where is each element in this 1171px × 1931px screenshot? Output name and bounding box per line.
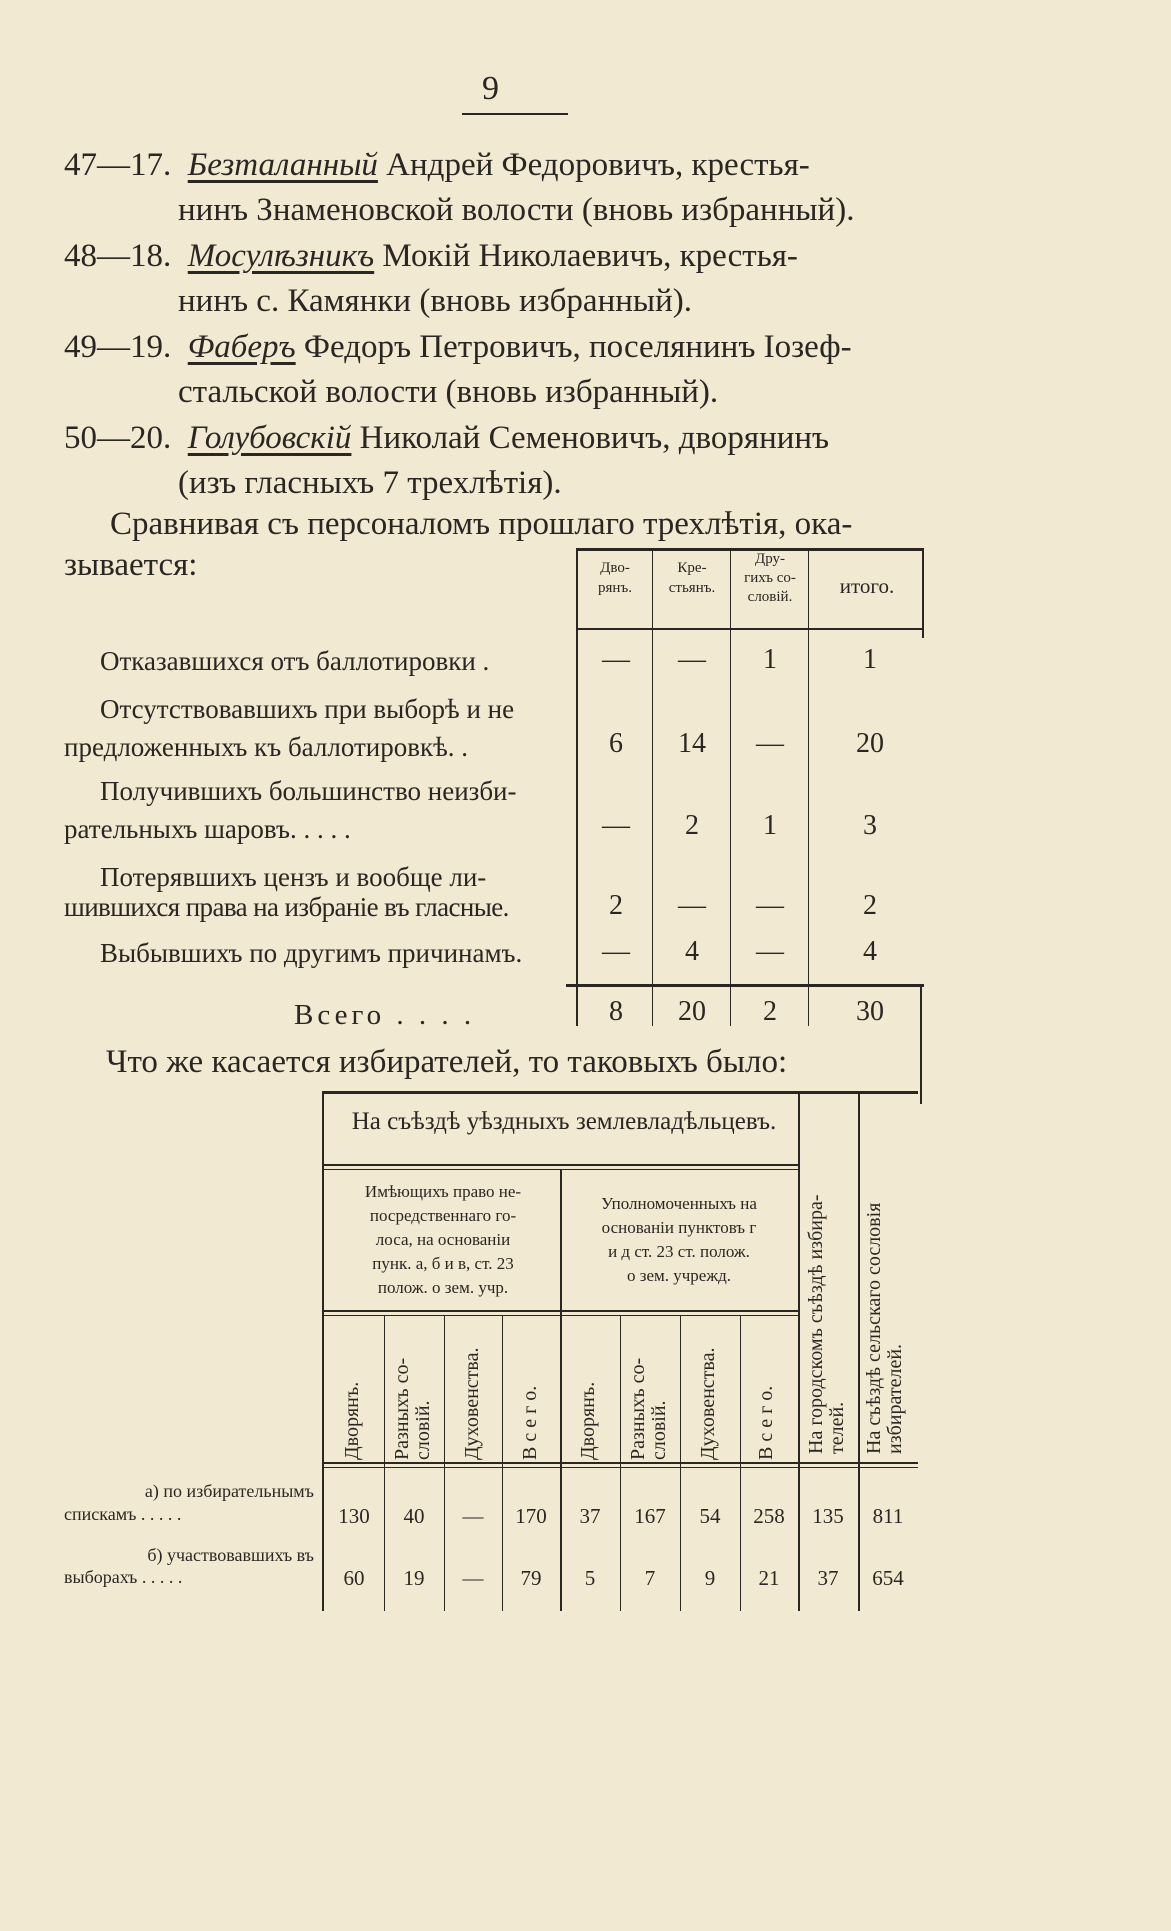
- table1-cell: 14: [678, 728, 706, 759]
- table1-header-rule: [578, 628, 924, 630]
- table1-cell: —: [678, 890, 706, 921]
- table2-cell: 37: [817, 1566, 839, 1590]
- entry-number: 48—18.: [64, 238, 172, 274]
- entry-number: 47—17.: [64, 147, 172, 183]
- table1-cell: 1: [763, 810, 777, 841]
- table1-total-cell: 8: [609, 996, 623, 1027]
- table2-subheader-nobles: Дворянъ.: [341, 1381, 363, 1460]
- table1-vline: [730, 548, 731, 1026]
- table2-header-city: На городскомъ съѣздѣ избира- телей.: [805, 1194, 848, 1454]
- table1-row-label: Потерявшихъ цензъ и вообще ли-: [100, 862, 487, 892]
- page-number-rule: [462, 113, 568, 115]
- table1-header-other: Дру- гихъ со- словій.: [744, 551, 796, 605]
- entry-surname: Мосулѣзникъ: [187, 238, 375, 274]
- table2-cell: 60: [343, 1566, 365, 1590]
- entry-47: [64, 143, 924, 233]
- table2-subheader-various: Разныхъ со- словій.: [627, 1357, 670, 1460]
- table2-title-rule: [322, 1164, 798, 1166]
- entry-text-line2: нинъ Знаменовской волости (вновь избранный).: [178, 192, 855, 228]
- table2-title: На съѣздѣ уѣздныхъ землевладѣльцевъ.: [351, 1108, 777, 1135]
- table1-cell: 20: [856, 728, 884, 759]
- table1-row-label-line2: шившихся права на избраніе въ гласные.: [64, 892, 509, 922]
- entry-text-line2: (изъ гласныхъ 7 трехлѣтія).: [178, 465, 562, 501]
- table1-cell: —: [602, 936, 630, 967]
- entry-49: [64, 325, 924, 415]
- table1-total-rule: [566, 984, 924, 987]
- compare-paragraph-line1: Сравнивая съ персоналомъ прошлаго трехлѣтія, ока-: [110, 506, 853, 542]
- table1-cell: 4: [863, 936, 877, 967]
- table1-total-label: Всего . . . .: [294, 999, 476, 1031]
- table1-cell: —: [756, 890, 784, 921]
- table2-cell: 5: [584, 1566, 596, 1590]
- table2-cell: 130: [338, 1504, 370, 1528]
- table1-row-label-line2: предложенныхъ къ баллотировкѣ. .: [64, 732, 469, 762]
- table1-row-label-line2: рательныхъ шаровъ. . . . .: [64, 814, 351, 844]
- entry-text: Николай Семеновичъ, дворянинъ: [359, 420, 830, 456]
- table1-vline: [808, 548, 809, 1026]
- table1-cell: 6: [609, 728, 623, 759]
- table1-cell: —: [756, 728, 784, 759]
- table1-header-nobles: Дво- рянъ.: [598, 560, 632, 596]
- table2-cell: 811: [872, 1504, 904, 1528]
- entry-text-line2: стальской волости (вновь избранный).: [178, 374, 719, 410]
- table2-top-rule: [322, 1091, 918, 1094]
- table2-cell: 654: [872, 1566, 904, 1590]
- entry-text: Мокій Николаевичъ, крестья-: [382, 238, 798, 274]
- table2-vline: [798, 1091, 800, 1611]
- table2-header-rural: На съѣздѣ сельскаго сословія избирателей.: [863, 1202, 906, 1454]
- table2-cell: 19: [403, 1566, 425, 1590]
- table2-group-delegated: Уполномоченныхъ на основаніи пунктовъ г и д ст. 23 ст. полож. о зем. учрежд.: [601, 1194, 757, 1285]
- table2-cell: 21: [758, 1566, 780, 1590]
- table2-cell: 9: [704, 1566, 716, 1590]
- table1-vline: [922, 548, 924, 638]
- entry-text: Андрей Федоровичъ, крестья-: [386, 147, 810, 183]
- page-number: 9: [482, 70, 499, 107]
- table1-cell: 1: [763, 644, 777, 675]
- table2-group-direct: Имѣющихъ право не- посредственнаго го- лоса, на основаніи пунк. а, б и в, ст. 23 полож. о зем. учр.: [364, 1182, 522, 1297]
- table1-cell: —: [756, 936, 784, 967]
- table1-total-cell: 20: [678, 996, 706, 1027]
- entry-50: [64, 416, 924, 506]
- table2-row-label: б) участвовавшихъ въ: [147, 1545, 314, 1565]
- table1-row-label: Отказавшихся отъ баллотировки .: [100, 646, 490, 676]
- table2-subheader-total: В с е г о.: [519, 1385, 541, 1460]
- table2-vline: [858, 1091, 860, 1611]
- table2-cell: —: [462, 1504, 484, 1528]
- entry-number: 50—20.: [64, 420, 172, 456]
- table1-cell: —: [602, 644, 630, 675]
- table1-cell: 2: [609, 890, 623, 921]
- table2-subheader-various: Разныхъ со- словій.: [391, 1357, 434, 1460]
- entry-48: [64, 234, 924, 324]
- table1-total-cell: 2: [763, 996, 777, 1027]
- entry-number: 49—19.: [64, 329, 172, 365]
- table2-cell: 167: [634, 1504, 666, 1528]
- electors-line: Что же касается избирателей, то таковыхъ было:: [106, 1044, 788, 1080]
- table2-cell: 170: [515, 1504, 547, 1528]
- table2-cell: 258: [753, 1504, 785, 1528]
- table1-row-label: Отсутствовавшихъ при выборѣ и не: [100, 694, 515, 724]
- table2-cell: —: [462, 1566, 484, 1590]
- table2-cell: 40: [403, 1504, 425, 1528]
- table2-subheader-rule: [322, 1315, 798, 1316]
- table2-row-label-line2: выборахъ . . . . .: [64, 1567, 183, 1587]
- table1-header-peasants: Кре- стьянъ.: [668, 560, 716, 596]
- table1-cell: —: [602, 810, 630, 841]
- table2-row-label-line2: спискамъ . . . . .: [64, 1504, 182, 1524]
- table1-cell: 1: [863, 644, 877, 675]
- entry-text-line2: нинъ с. Камянки (вновь избранный).: [178, 283, 692, 319]
- table1-header-total: итого.: [839, 574, 895, 598]
- table2-body-rule: [322, 1462, 918, 1464]
- table1-cell: 2: [863, 890, 877, 921]
- compare-paragraph-line2: зывается:: [64, 547, 198, 583]
- table2-cell: 79: [520, 1566, 542, 1590]
- table2-body-rule: [322, 1467, 918, 1468]
- table2-subheader-clergy: Духовенства.: [697, 1347, 719, 1460]
- table2-cell: 54: [699, 1504, 721, 1528]
- entry-surname: Фаберъ: [187, 329, 296, 365]
- table1-cell: 3: [863, 810, 877, 841]
- entry-text: Федоръ Петровичъ, поселянинъ Іозеф-: [303, 329, 852, 365]
- table2-cell: 37: [579, 1504, 601, 1528]
- table1-cell: —: [678, 644, 706, 675]
- table2-subheader-rule: [322, 1310, 798, 1312]
- table2-subheader-nobles: Дворянъ.: [577, 1381, 599, 1460]
- table2-vline: [560, 1169, 562, 1611]
- entry-surname: Безталанный: [187, 147, 378, 183]
- table2-row-label: а) по избирательнымъ: [144, 1481, 314, 1501]
- entry-surname: Голубовскій: [187, 420, 352, 456]
- table1-total-cell: 30: [856, 996, 884, 1027]
- table2-cell: 135: [812, 1504, 844, 1528]
- table2-subheader-total: В с е г о.: [755, 1385, 777, 1460]
- table1-cell: 2: [685, 810, 699, 841]
- table1-row-label: Получившихъ большинство неизби-: [100, 776, 517, 806]
- table2-cell: 7: [644, 1566, 656, 1590]
- table1-row-label: Выбывшихъ по другимъ причинамъ.: [100, 938, 523, 968]
- table1-vline: [920, 984, 922, 1104]
- table2-subheader-clergy: Духовенства.: [461, 1347, 483, 1460]
- table1-cell: 4: [685, 936, 699, 967]
